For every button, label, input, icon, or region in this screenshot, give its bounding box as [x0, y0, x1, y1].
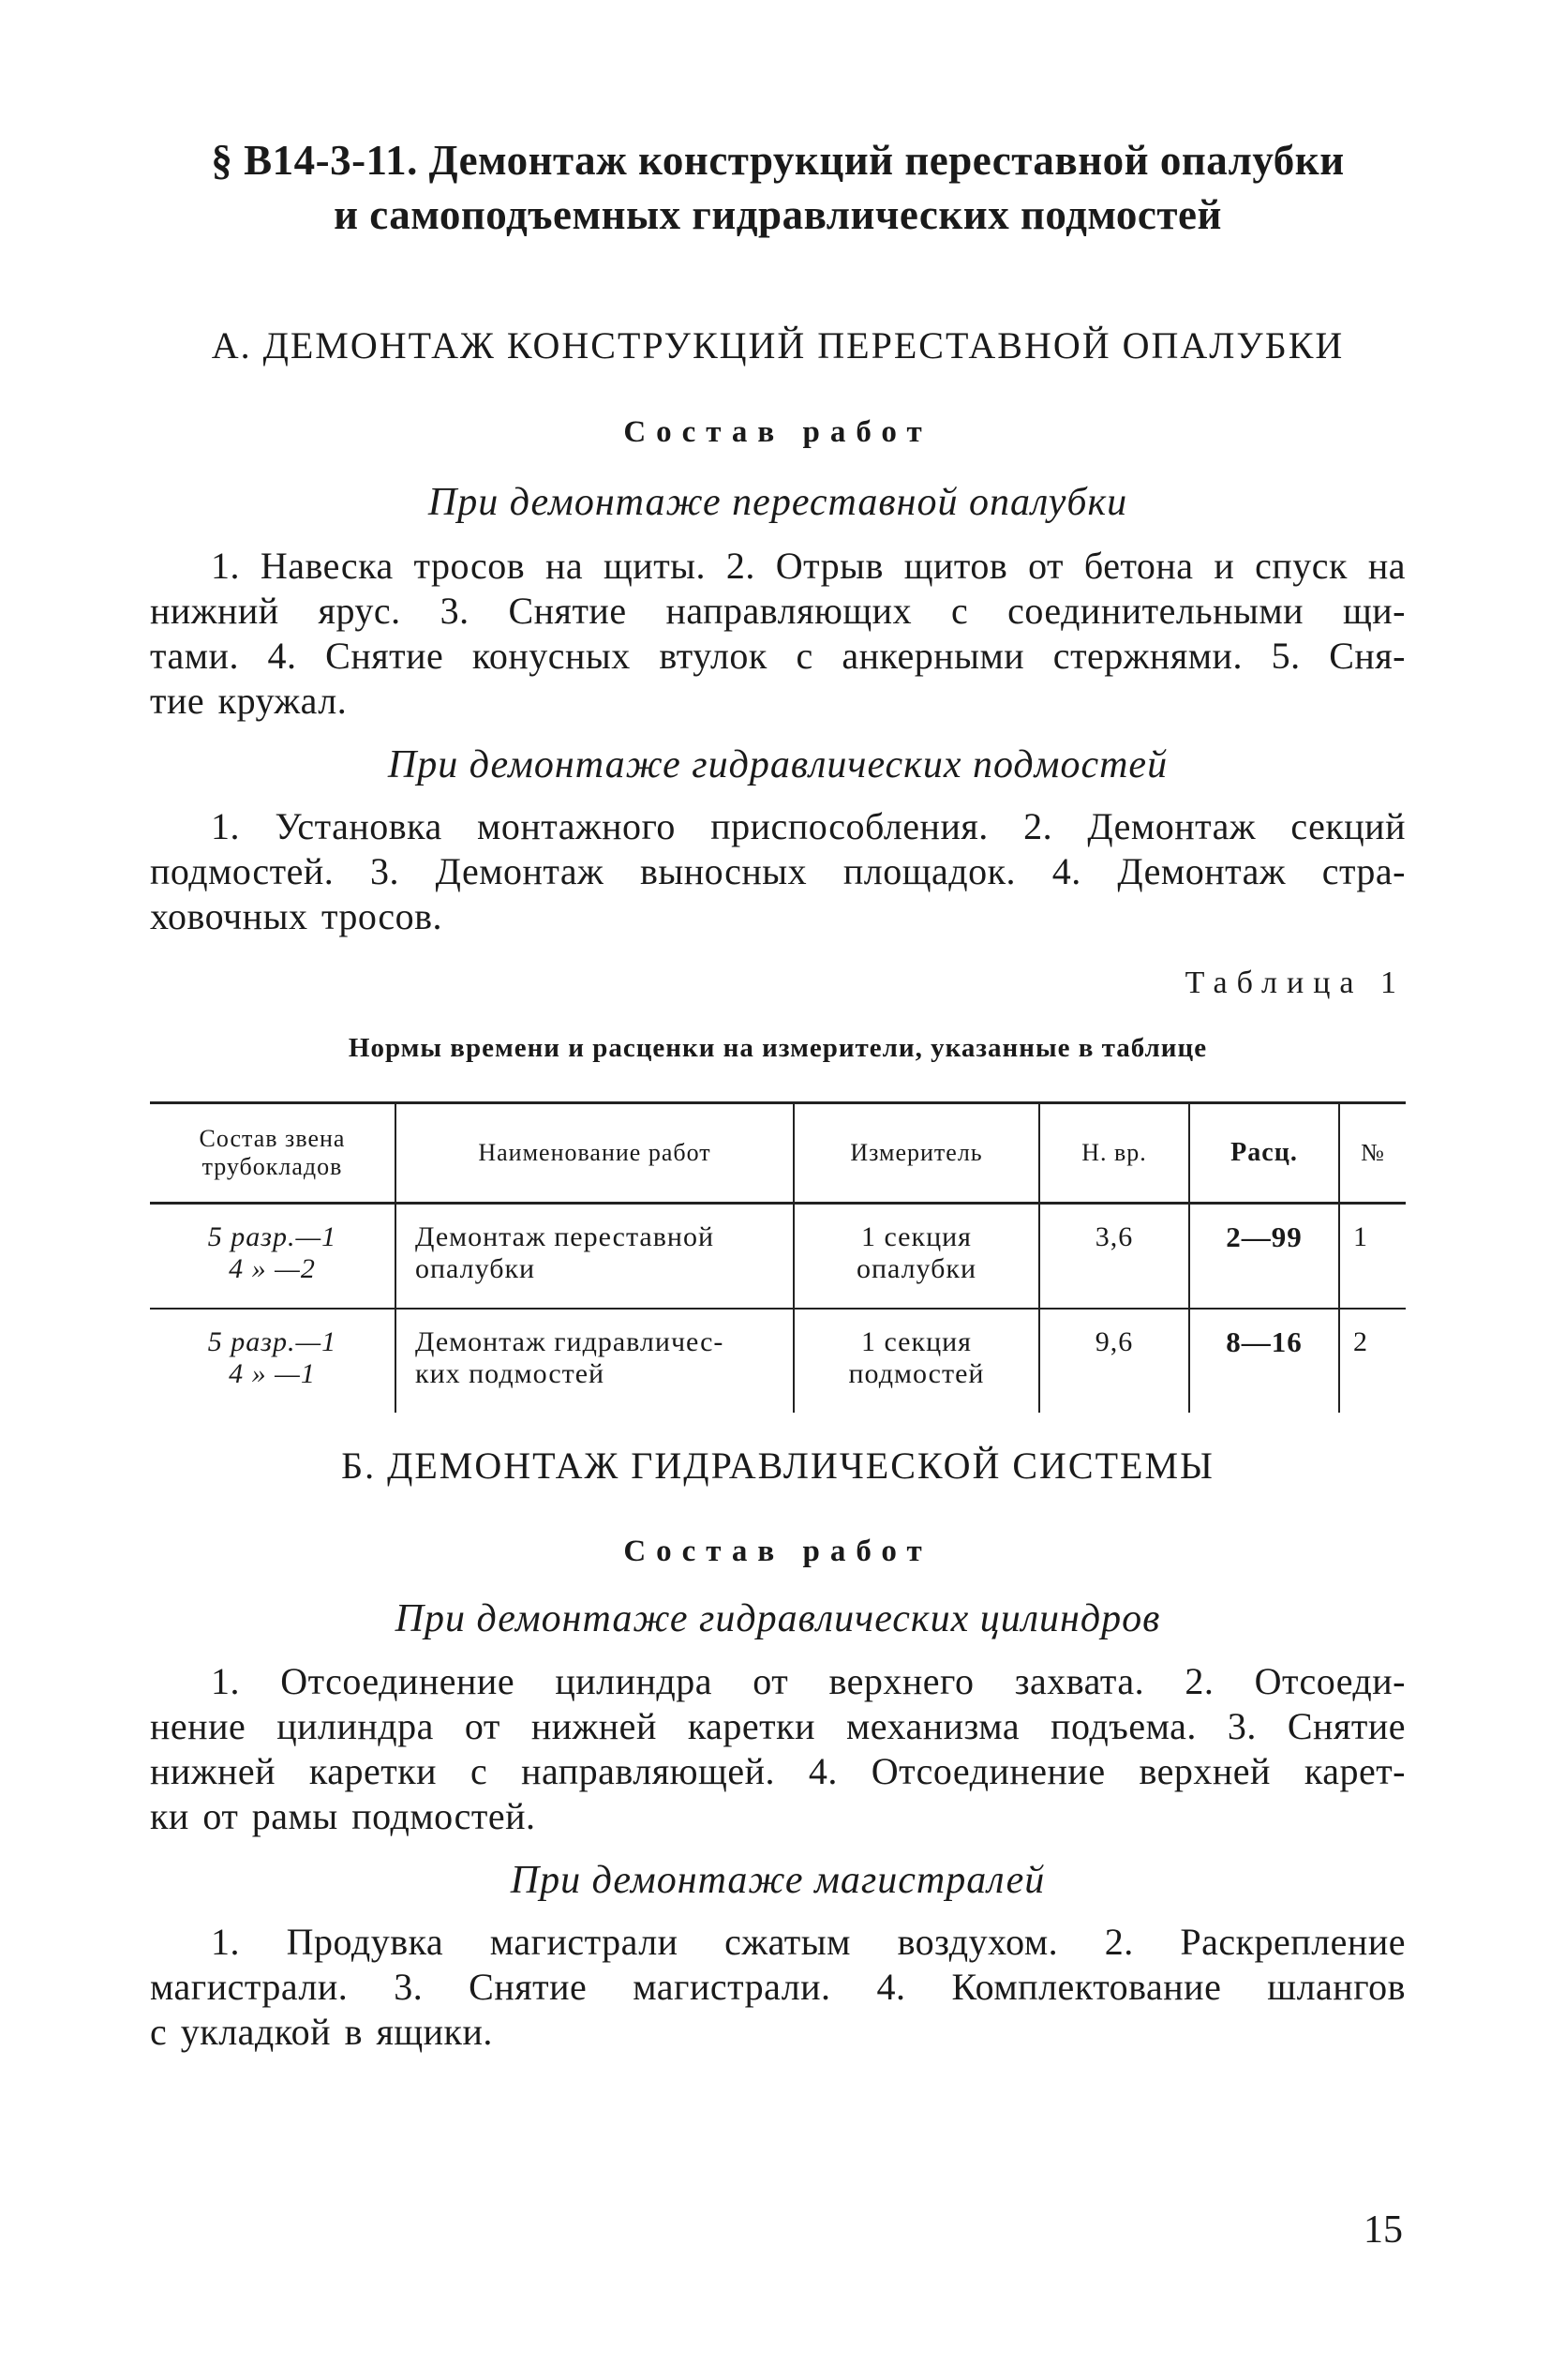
header-crew: [150, 1103, 395, 1204]
paragraph-line: с укладкой в ящики.: [150, 2011, 493, 2053]
crew-line: 4 » —1: [229, 1358, 316, 1389]
section-a-subheading-1: При демонтаже переставной опалубки: [427, 481, 1128, 524]
cell-unit: [794, 1204, 1039, 1310]
paragraph-line: тие кружал.: [150, 680, 348, 722]
paragraph-line: 1. Отсоединение цилиндра от верхнего захвата. 2. Отсоеди-: [211, 1660, 1406, 1702]
cell-work: [395, 1309, 794, 1413]
section-a-subheading-2: При демонтаже гидравлических подмостей: [387, 743, 1169, 786]
unit-line: 1 секция: [861, 1221, 972, 1252]
section-b-paragraph-2: [150, 1920, 1406, 2055]
unit-line: опалубки: [856, 1253, 977, 1284]
table-label: Таблица 1: [1185, 965, 1406, 1000]
cell-num: 2: [1339, 1309, 1406, 1413]
header-crew-line: Состав звена: [199, 1125, 346, 1152]
cell-unit: [794, 1309, 1039, 1413]
section-title-line-1: § В14-3-11. Демонтаж конструкций переставной опалубки: [211, 137, 1345, 184]
paragraph-line: 1. Установка монтажного приспособления. 2. Демонтаж секций: [211, 805, 1406, 847]
table-header-row: [150, 1103, 1406, 1204]
cell-crew: [150, 1309, 395, 1413]
section-b-subheading-2: При демонтаже магистралей: [510, 1859, 1046, 1902]
cell-num: 1: [1339, 1204, 1406, 1310]
paragraph-line: нение цилиндра от нижней каретки механизма подъема. 3. Снятие: [150, 1705, 1406, 1747]
page-number: 15: [1364, 2208, 1403, 2252]
work-line: ких подмостей: [415, 1358, 605, 1389]
header-rate: Расц.: [1189, 1103, 1339, 1204]
unit-line: 1 секция: [861, 1326, 972, 1357]
paragraph-line: нижней каретки с направляющей. 4. Отсоединение верхней карет-: [150, 1750, 1406, 1792]
work-line: Демонтаж переставной: [415, 1221, 715, 1252]
paragraph-line: подмостей. 3. Демонтаж выносных площадок. 4. Демонтаж стра-: [150, 850, 1406, 892]
section-b-heading: Б. ДЕМОНТАЖ ГИДРАВЛИЧЕСКОЙ СИСТЕМЫ: [341, 1444, 1215, 1487]
header-work: Наименование работ: [395, 1103, 794, 1204]
table-caption: Нормы времени и расценки на измерители, указанные в таблице: [348, 1033, 1208, 1063]
work-line: опалубки: [415, 1253, 536, 1284]
cell-work: [395, 1204, 794, 1310]
table-row: [150, 1204, 1406, 1310]
section-b-work-label: Состав работ: [623, 1534, 932, 1568]
section-b-paragraph-1: [150, 1659, 1406, 1839]
paragraph-line: магистрали. 3. Снятие магистрали. 4. Комплектование шлангов: [150, 1966, 1406, 2008]
section-title-line-2: и самоподъемных гидравлических подмостей: [334, 191, 1222, 238]
header-unit: Измеритель: [794, 1103, 1039, 1204]
cell-rate: 8—16: [1189, 1309, 1339, 1413]
header-norm: Н. вр.: [1039, 1103, 1189, 1204]
cell-rate: 2—99: [1189, 1204, 1339, 1310]
cell-crew: [150, 1204, 395, 1310]
crew-line: 4 » —2: [229, 1253, 316, 1284]
crew-line: 5 разр.—1: [207, 1326, 337, 1357]
unit-line: подмостей: [848, 1358, 985, 1389]
section-a-work-label: Состав работ: [623, 415, 932, 449]
paragraph-line: нижний ярус. 3. Снятие направляющих с соединительными щи-: [150, 590, 1406, 632]
crew-line: 5 разр.—1: [207, 1221, 337, 1252]
section-title: [150, 133, 1406, 242]
header-crew-line: трубокладов: [201, 1153, 343, 1180]
paragraph-line: ховочных тросов.: [150, 895, 443, 937]
section-a-paragraph-2: [150, 804, 1406, 939]
section-a-paragraph-1: [150, 544, 1406, 724]
paragraph-line: 1. Навеска тросов на щиты. 2. Отрыв щитов от бетона и спуск на: [211, 545, 1406, 587]
paragraph-line: 1. Продувка магистрали сжатым воздухом. 2. Раскрепление: [211, 1921, 1406, 1963]
paragraph-line: ки от рамы подмостей.: [150, 1795, 536, 1837]
section-b-subheading-1: При демонтаже гидравлических цилиндров: [395, 1597, 1161, 1640]
norms-table: [150, 1101, 1406, 1413]
header-num: №: [1339, 1103, 1406, 1204]
document-page: [150, 0, 1406, 2380]
cell-norm: 9,6: [1039, 1309, 1189, 1413]
cell-norm: 3,6: [1039, 1204, 1189, 1310]
work-line: Демонтаж гидравличес-: [415, 1326, 724, 1357]
section-a-heading: А. ДЕМОНТАЖ КОНСТРУКЦИЙ ПЕРЕСТАВНОЙ ОПАЛУБКИ: [211, 324, 1345, 367]
paragraph-line: тами. 4. Снятие конусных втулок с анкерными стержнями. 5. Сня-: [150, 635, 1406, 677]
table-row: [150, 1309, 1406, 1413]
